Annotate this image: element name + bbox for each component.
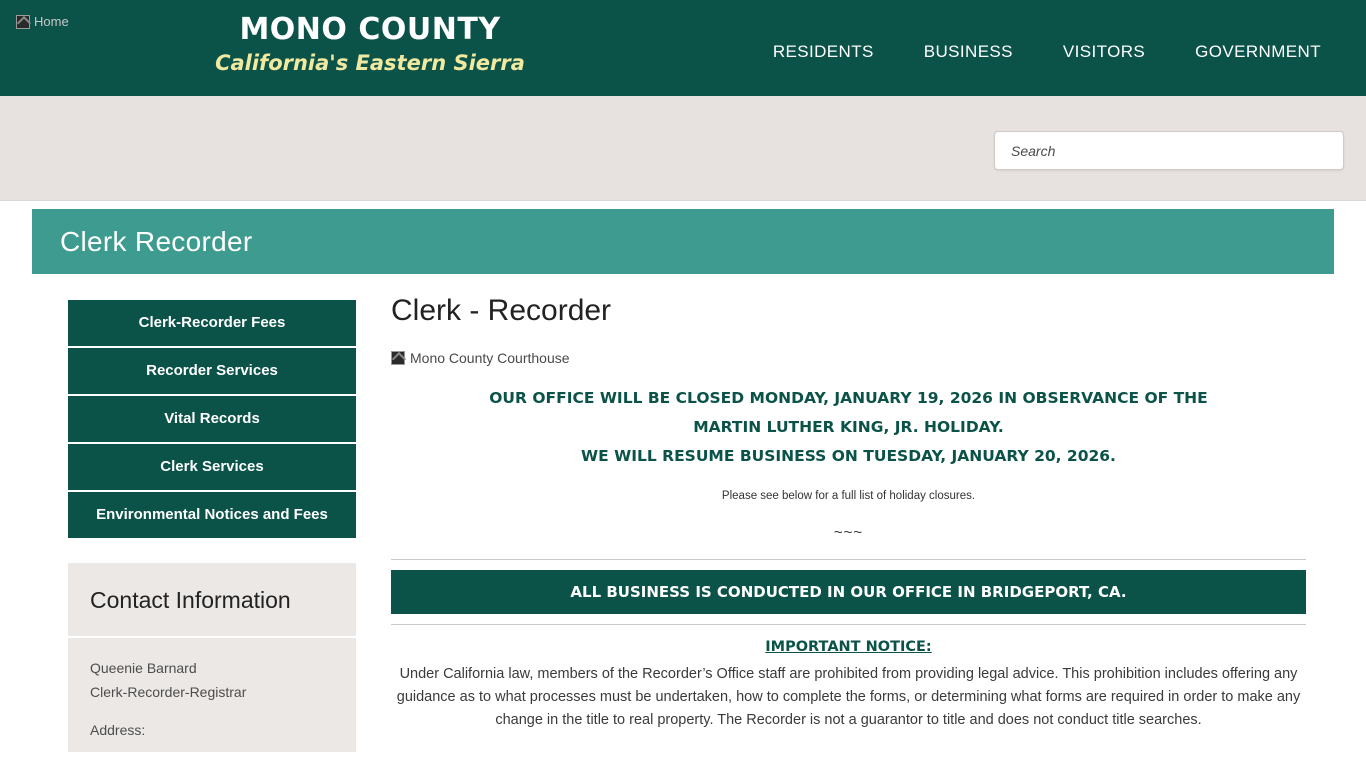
important-notice-label: IMPORTANT NOTICE:: [765, 639, 932, 655]
page-banner: [32, 209, 1334, 274]
contact-information-heading: Contact Information: [90, 587, 291, 613]
important-notice-paragraph: Under California law, members of the Recorder’s Office staff are prohibited from providing legal advice. This prohibition includes offering any guidance as to what processes must be undertaken, how to complete the forms, or determining what forms are required in order to make any change in the title to real property. The Recorder is not a guarantor to title and does not conduct title searches.: [396, 666, 1301, 728]
contact-information-card: [68, 563, 356, 752]
page-title: Clerk Recorder: [60, 225, 253, 257]
contact-name: Queenie Barnard: [90, 660, 197, 676]
sidebar-item-environmental-notices-and-fees[interactable]: Environmental Notices and Fees: [68, 492, 356, 538]
holiday-notice-line-2: MARTIN LUTHER KING, JR. HOLIDAY.: [693, 418, 1004, 436]
main-heading: Clerk - Recorder: [391, 294, 612, 327]
broken-image-icon: [16, 15, 30, 29]
search-box[interactable]: [994, 131, 1344, 170]
nav-item-visitors[interactable]: VISITORS: [1062, 42, 1146, 61]
sidebar-item-recorder-services[interactable]: Recorder Services: [68, 348, 356, 396]
main-content: [358, 274, 1334, 752]
divider-rule-top: [391, 559, 1306, 560]
sidebar-nav: [68, 300, 356, 538]
divider-rule-bottom: [391, 624, 1306, 625]
nav-item-business[interactable]: BUSINESS: [923, 42, 1013, 61]
contact-address-label: Address:: [90, 722, 146, 738]
site-logo-home-link[interactable]: [16, 14, 69, 29]
contact-role: Clerk-Recorder-Registrar: [90, 684, 247, 700]
sidebar-item-clerk-services[interactable]: Clerk Services: [68, 444, 356, 492]
sidebar-item-vital-records[interactable]: Vital Records: [68, 396, 356, 444]
holiday-notice-subtext: Please see below for a full list of holiday closures.: [721, 490, 976, 502]
site-title: MONO COUNTY: [239, 12, 501, 47]
sidebar-item-clerk-recorder-fees[interactable]: Clerk-Recorder Fees: [68, 300, 356, 348]
section-divider-glyph: ~~~: [833, 524, 864, 541]
courthouse-photo-alt-text: Mono County Courthouse: [410, 350, 570, 366]
content-columns: [32, 274, 1334, 752]
holiday-notice-line-3: WE WILL RESUME BUSINESS ON TUESDAY, JANUARY 20, 2026.: [581, 447, 1116, 465]
sidebar: [32, 274, 358, 752]
nav-item-residents[interactable]: RESIDENTS: [772, 42, 874, 61]
broken-image-icon: [391, 351, 405, 365]
content-area: [32, 209, 1334, 752]
site-header: [0, 0, 1366, 96]
courthouse-photo: [391, 350, 1306, 366]
main-navigation: [748, 36, 1346, 68]
site-tagline: California's Eastern Sierra: [215, 51, 525, 75]
search-input[interactable]: [1009, 142, 1329, 160]
holiday-closure-notice: [391, 384, 1306, 471]
site-logo-alt-text: Home: [34, 14, 69, 29]
site-identity: [170, 12, 570, 78]
contact-information-body: [68, 636, 356, 752]
business-location-banner: ALL BUSINESS IS CONDUCTED IN OUR OFFICE IN BRIDGEPORT, CA.: [391, 570, 1306, 614]
nav-item-government[interactable]: GOVERNMENT: [1195, 42, 1321, 61]
holiday-notice-line-1: OUR OFFICE WILL BE CLOSED MONDAY, JANUARY 19, 2026 IN OBSERVANCE OF THE: [489, 389, 1208, 407]
